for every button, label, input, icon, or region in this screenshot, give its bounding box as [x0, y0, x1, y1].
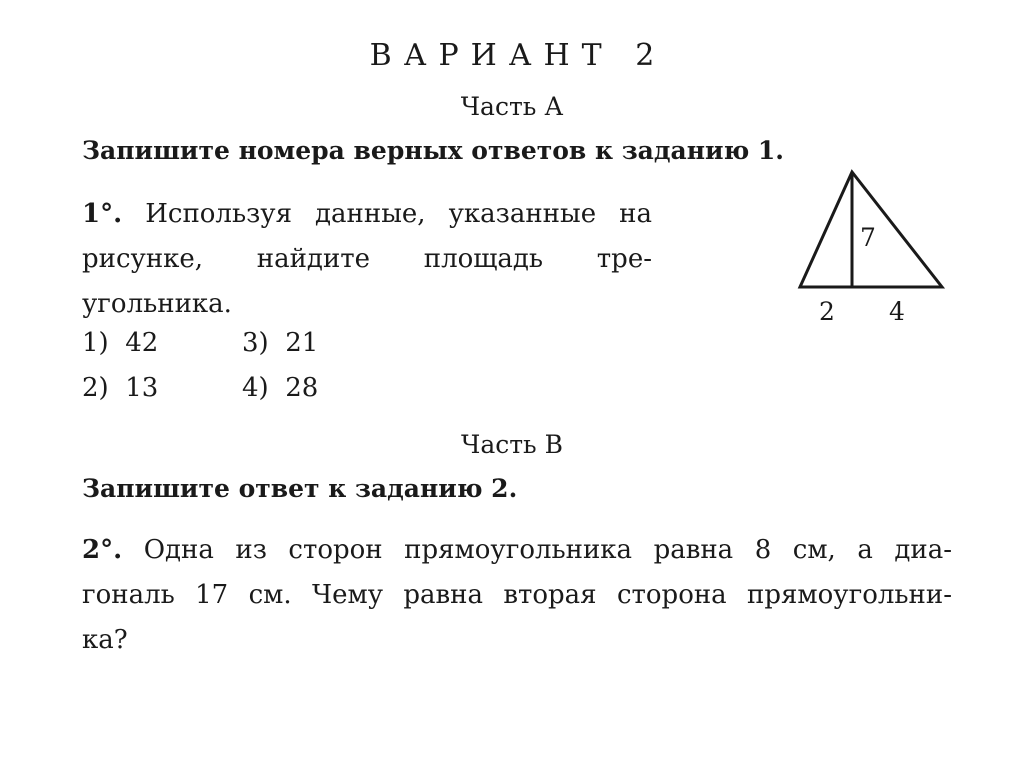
option-1 — [82, 328, 158, 358]
triangle-figure — [786, 160, 966, 330]
task-1-line-1: Используя данные, указанные — [145, 199, 597, 229]
task-1-line-2: на рисунке, найдите площадь тре- — [82, 199, 652, 274]
option-3-value: 21 — [285, 328, 319, 358]
task-2-line-2: гональ 17 см. Чему равна вторая сторона прямоугольни- — [82, 580, 952, 610]
task-1-line-3: угольника. — [82, 289, 232, 319]
option-1-value: 42 — [125, 328, 159, 358]
part-b-instruction: Запишите ответ к заданию 2. — [82, 474, 518, 503]
task-2-number: 2°. — [82, 535, 123, 565]
option-1-label: 1) — [82, 328, 109, 358]
task-1-text — [82, 192, 652, 327]
part-b-title: Часть В — [461, 430, 563, 459]
option-4-label: 4) — [242, 373, 269, 403]
task-2-text — [82, 528, 952, 663]
option-4 — [242, 373, 318, 403]
option-2 — [82, 373, 158, 403]
height-label: 7 — [860, 223, 876, 252]
option-3-label: 3) — [242, 328, 269, 358]
right-segment-label: 4 — [889, 297, 905, 326]
task-2-first-line — [82, 528, 952, 573]
option-3 — [242, 328, 318, 358]
variant-title: ВАРИАНТ 2 — [369, 38, 667, 73]
task-2-line-3: ка? — [82, 625, 128, 655]
task-2-line-1: Одна из сторон прямоугольника равна 8 см, а диа- — [143, 535, 952, 565]
part-a-instruction: Запишите номера верных ответов к заданию 1. — [82, 136, 785, 165]
task-1-number: 1°. — [82, 199, 123, 229]
option-2-value: 13 — [125, 373, 159, 403]
part-a-title: Часть А — [460, 92, 564, 121]
option-4-value: 28 — [285, 373, 319, 403]
option-2-label: 2) — [82, 373, 109, 403]
left-segment-label: 2 — [819, 297, 835, 326]
